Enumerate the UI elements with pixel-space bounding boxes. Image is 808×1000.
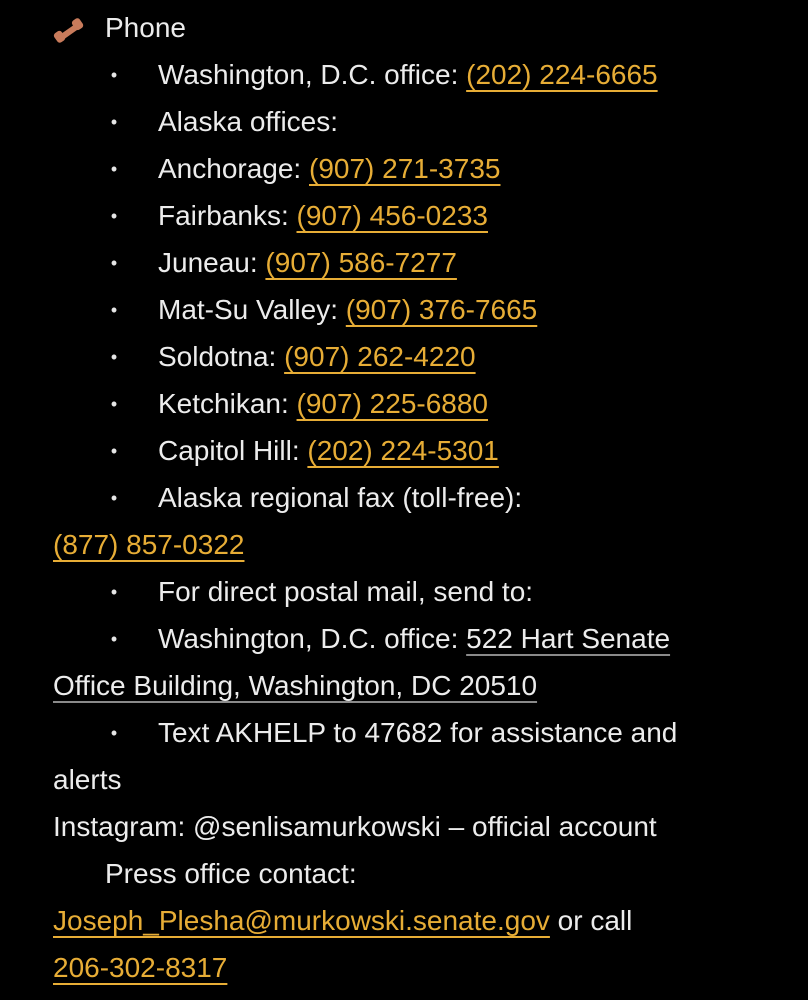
- bullet: •: [110, 65, 118, 85]
- item-label: Ketchikan:: [158, 388, 297, 419]
- instagram-text: Instagram: @senlisamurkowski – official account: [53, 811, 657, 842]
- bullet: •: [110, 723, 118, 743]
- bullet: •: [110, 441, 118, 461]
- item-label: Alaska regional fax (toll-free):: [158, 482, 523, 513]
- item-label: Washington, D.C. office:: [158, 623, 467, 654]
- phone-link-capitol-hill[interactable]: (202) 224-5301: [307, 435, 499, 466]
- phone-link-soldotna[interactable]: (907) 262-4220: [284, 341, 476, 372]
- bullet: •: [110, 253, 118, 273]
- item-label: For direct postal mail, send to:: [158, 576, 534, 607]
- item-label: Anchorage:: [158, 153, 309, 184]
- bullet: •: [110, 582, 118, 602]
- item-label: Alaska offices:: [158, 106, 339, 137]
- or-call-text: or call: [549, 905, 633, 936]
- item-label-continued: alerts: [53, 764, 122, 795]
- item-label: Soldotna:: [158, 341, 285, 372]
- press-email-link[interactable]: Joseph_Plesha@murkowski.senate.gov: [53, 905, 550, 936]
- phone-link-anchorage[interactable]: (907) 271-3735: [309, 153, 501, 184]
- fax-link[interactable]: (877) 857-0322: [53, 529, 245, 560]
- item-label: Text AKHELP to 47682 for assistance and: [158, 717, 678, 748]
- phone-link-fairbanks[interactable]: (907) 456-0233: [296, 200, 488, 231]
- bullet: •: [110, 159, 118, 179]
- bullet: •: [110, 206, 118, 226]
- phone-link-dc[interactable]: (202) 224-6665: [466, 59, 658, 90]
- item-label: Capitol Hill:: [158, 435, 308, 466]
- item-label: Juneau:: [158, 247, 266, 278]
- phone-link-juneau[interactable]: (907) 586-7277: [265, 247, 457, 278]
- bullet: •: [110, 300, 118, 320]
- bullet: •: [110, 394, 118, 414]
- heading-label: Phone: [105, 12, 186, 43]
- item-label: Mat-Su Valley:: [158, 294, 346, 325]
- phone-receiver-icon: [53, 16, 91, 46]
- address-link[interactable]: 522 Hart Senate: [466, 623, 671, 654]
- bullet: •: [110, 112, 118, 132]
- item-label: Washington, D.C. office:: [158, 59, 467, 90]
- bullet: •: [110, 488, 118, 508]
- bullet: •: [110, 347, 118, 367]
- phone-link-ketchikan[interactable]: (907) 225-6880: [296, 388, 489, 419]
- address-link-continued[interactable]: Office Building, Washington, DC 20510: [53, 670, 538, 701]
- phone-link-mat-su[interactable]: (907) 376-7665: [345, 294, 538, 325]
- press-office-label: Press office contact:: [105, 858, 357, 889]
- bullet: •: [110, 629, 118, 649]
- item-label: Fairbanks:: [158, 200, 297, 231]
- press-phone-link[interactable]: 206-302-8317: [53, 952, 228, 983]
